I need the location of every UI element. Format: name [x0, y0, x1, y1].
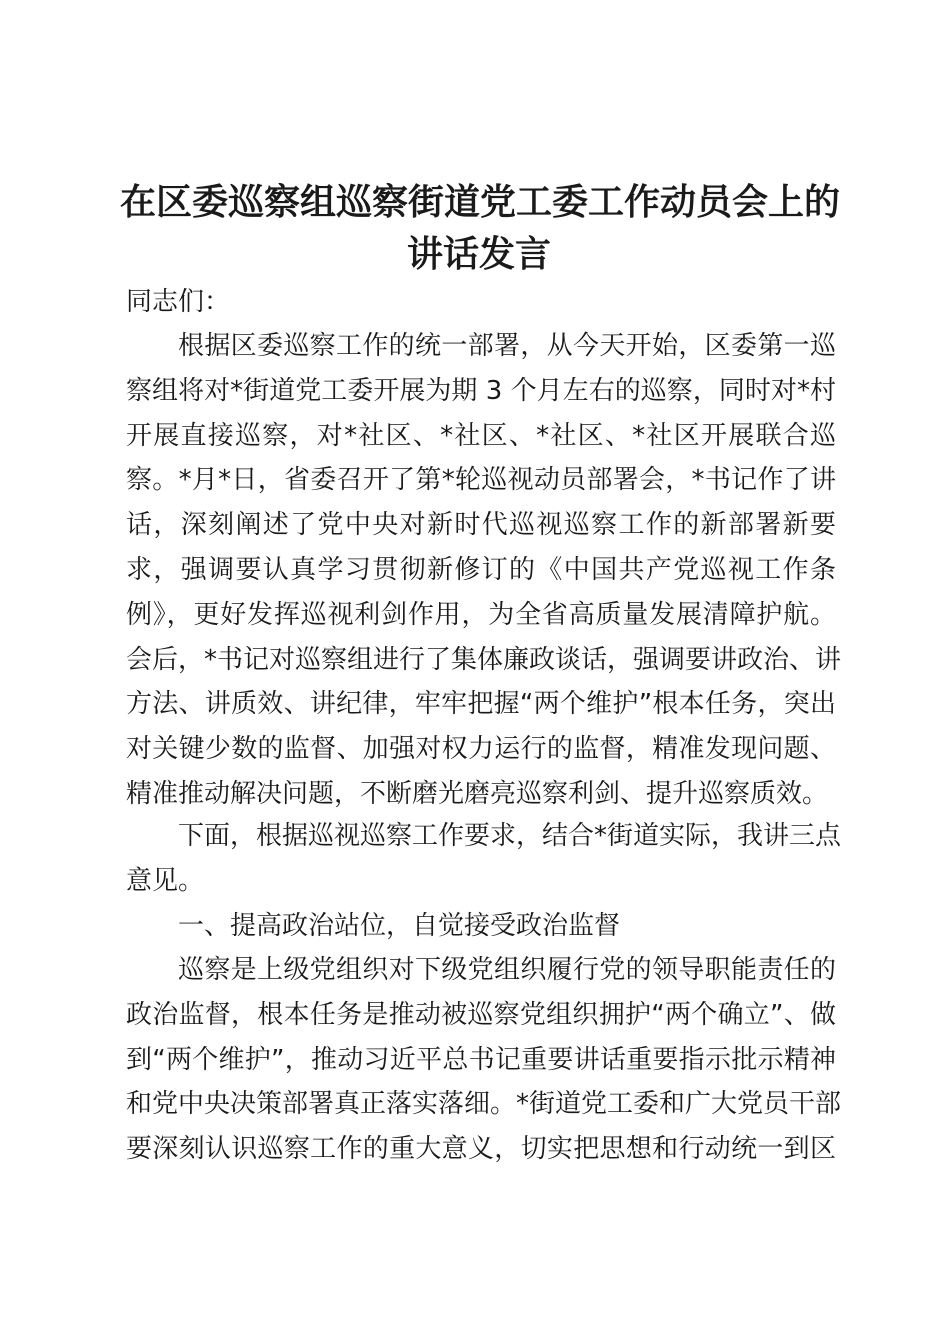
paragraph-line: 察。*月*日，省委召开了第*轮巡视动员部署会，*书记作了讲 — [126, 465, 836, 496]
paragraph-line: 察组将对*街道党工委开展为期 3 个月左右的巡察，同时对*村 — [126, 375, 836, 406]
paragraph-line: 巡察是上级党组织对下级党组织履行党的领导职能责任的 — [178, 955, 836, 985]
paragraph-line: 政治监督，根本任务是推动被巡察党组织拥护“两个确立”、做 — [126, 999, 836, 1030]
salutation-text: 同志们： — [126, 287, 231, 317]
paragraph-line: 根据区委巡察工作的统一部署，从今天开始，区委第一巡 — [178, 331, 836, 361]
paragraph-2 — [126, 814, 842, 904]
paragraph-line: 会后，*书记对巡察组进行了集体廉政谈话，强调要讲政治、讲 — [126, 644, 842, 675]
paragraph-line: 开展直接巡察，对*社区、*社区、*社区、*社区开展联合巡 — [126, 420, 836, 451]
paragraph-line: 要深刻认识巡察工作的重大意义，切实把思想和行动统一到区 — [126, 1134, 836, 1165]
document-title-line-2: 讲话发言 — [406, 234, 551, 275]
paragraph-line: 和党中央决策部署真正落实落细。*街道党工委和广大党员干部 — [126, 1089, 842, 1120]
paragraph-3 — [126, 948, 842, 1172]
section-heading-text: 一、提高政治站位，自觉接受政治监督 — [178, 911, 621, 941]
section-heading-1 — [126, 904, 888, 949]
paragraph-line: 例》，更好发挥巡视利剑作用，为全省高质量发展清障护航。 — [126, 599, 836, 630]
paragraph-line: 下面，根据巡视巡察工作要求，结合*街道实际，我讲三点 — [178, 821, 842, 851]
paragraph-line: 意见。 — [126, 865, 205, 896]
document-title-line-1: 在区委巡察组巡察街道党工委工作动员会上的 — [120, 182, 841, 223]
paragraph-line: 求，强调要认真学习贯彻新修订的《中国共产党巡视工作条 — [126, 554, 836, 585]
paragraph-line: 对关键少数的监督、加强对权力运行的监督，精准发现问题、 — [126, 734, 836, 765]
paragraph-1 — [126, 324, 842, 817]
salutation — [126, 280, 836, 325]
paragraph-line: 方法、讲质效、讲纪律，牢牢把握“两个维护”根本任务，突出 — [126, 689, 836, 720]
paragraph-line: 话，深刻阐述了党中央对新时代巡视巡察工作的新部署新要 — [126, 510, 836, 541]
paragraph-line: 到“两个维护”，推动习近平总书记重要讲话重要指示批示精神 — [126, 1044, 836, 1075]
paragraph-line: 精准推动解决问题，不断磨光磨亮巡察利剑、提升巡察质效。 — [126, 778, 829, 809]
